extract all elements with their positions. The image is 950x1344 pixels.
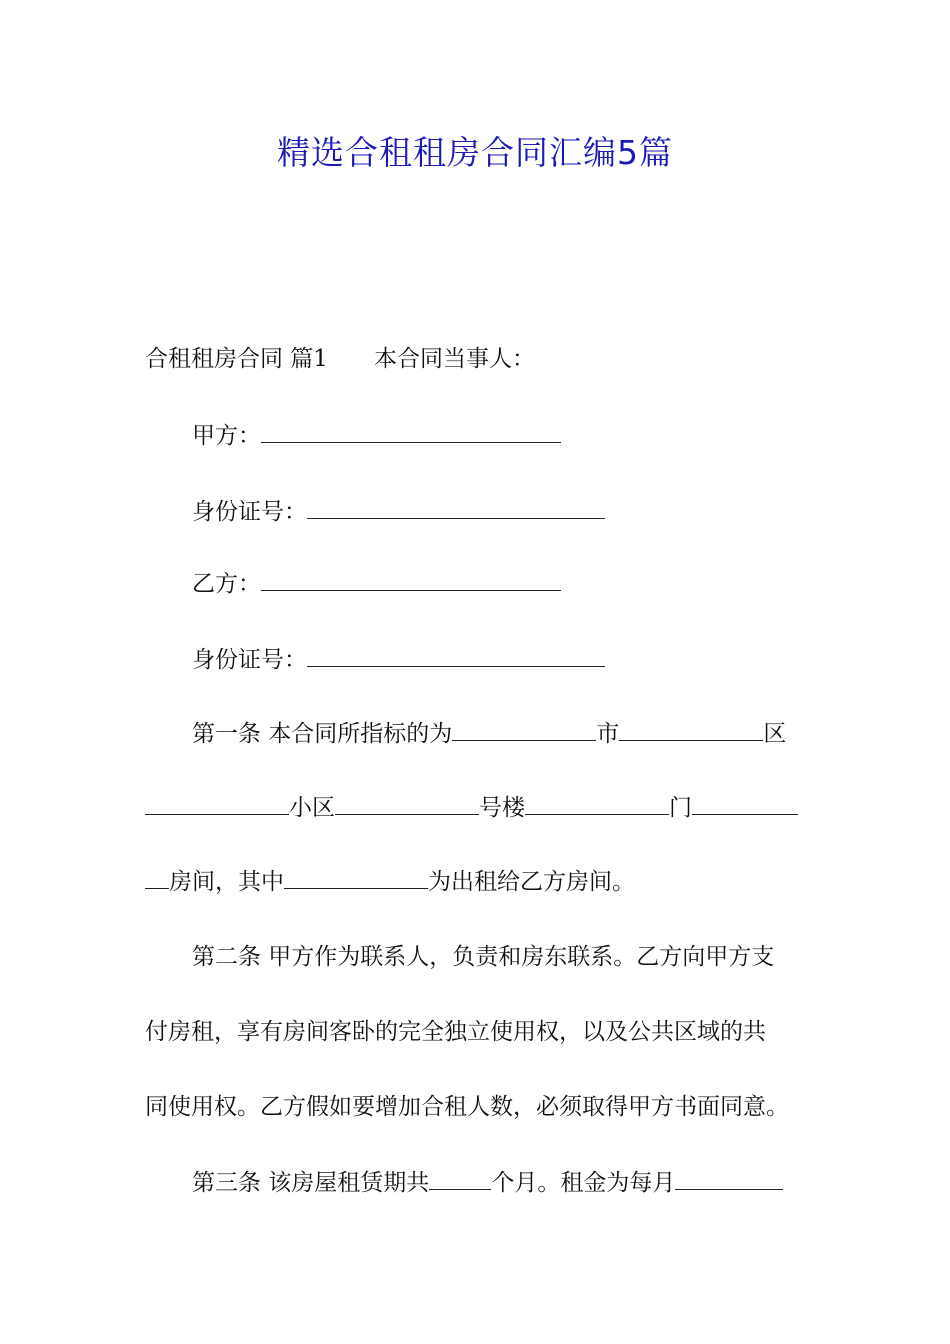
building-label: 号楼 [479,795,525,821]
party-a-label: 甲方： [192,423,261,449]
article-3-text: 第三条 该房屋租赁期共 [192,1170,430,1196]
community-label: 小区 [289,795,335,821]
party-b-id-blank [307,642,605,667]
community-blank [335,790,479,815]
contract-section-heading: 合租租房合同 篇1 [145,346,328,372]
rented-room-label: 为出租给乙方房间。 [428,869,635,895]
party-b-id-label: 身份证号： [192,647,307,673]
rented-room-blank [284,864,428,889]
document-title: 精选合租租房合同汇编5篇 [277,133,673,172]
district-label: 区 [763,721,787,747]
door-label: 门 [669,795,692,821]
article-3-line-1 [145,1165,857,1200]
party-b-label: 乙方： [192,571,261,597]
monthly-rent-blank [675,1165,783,1190]
article-2-line-1: 第二条 甲方作为联系人，负责和房东联系。乙方向甲方支 [192,944,775,970]
party-b-id-line [145,642,857,677]
party-a-id-line [145,494,857,529]
contract-heading-line [145,342,810,376]
door-blank [692,790,798,815]
parties-intro: 本合同当事人： [373,346,535,372]
article-2-line-2: 付房租，享有房间客卧的完全独立使用权，以及公共区域的共 [145,1019,766,1045]
article-1-text: 第一条 本合同所指标的为 [192,721,453,747]
room-label: 房间，其中 [169,869,284,895]
party-a-blank [261,418,561,443]
district-blank [619,716,763,741]
party-a-id-label: 身份证号： [192,499,307,525]
room-blank [145,864,169,889]
party-a-id-blank [307,494,605,519]
party-a-line [145,418,857,453]
party-b-line [145,566,857,601]
article-1-line-2 [145,790,810,825]
article-1-line-1 [145,716,857,751]
article-1-line-3 [145,864,810,899]
rent-label: 个月。租金为每月 [491,1170,676,1196]
building-blank [525,790,669,815]
city-blank [452,716,596,741]
district-name-blank [145,790,289,815]
article-2-line-3: 同使用权。乙方假如要增加合租人数，必须取得甲方书面同意。 [145,1094,789,1120]
city-label: 市 [596,721,620,747]
party-b-blank [261,566,561,591]
lease-months-blank [429,1165,491,1190]
